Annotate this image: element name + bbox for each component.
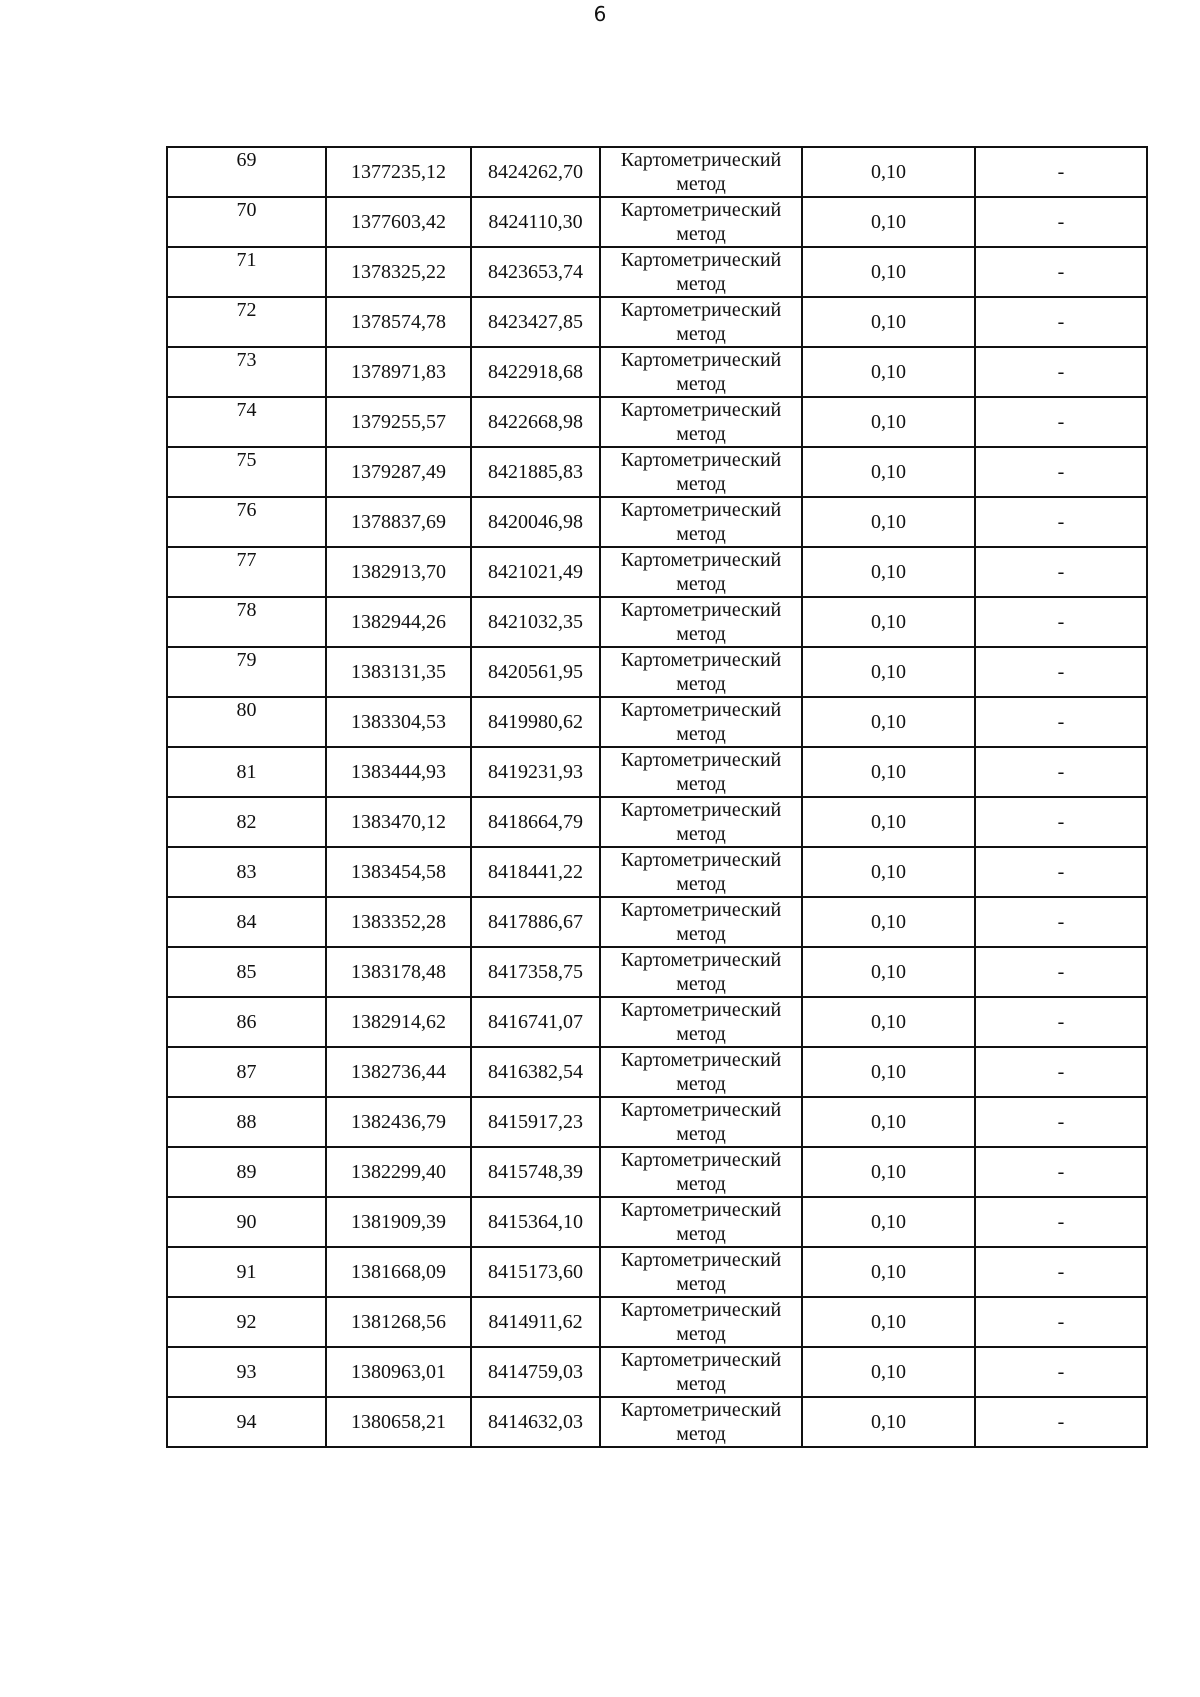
method-text-line1: Картометрический — [620, 1049, 782, 1071]
y-coordinate-cell: 8421021,49 — [471, 547, 600, 597]
accuracy-cell: 0,10 — [802, 1397, 975, 1447]
accuracy-cell: 0,10 — [802, 1297, 975, 1347]
method-cell — [600, 897, 802, 947]
point-number-cell: 82 — [167, 797, 326, 847]
accuracy-cell: 0,10 — [802, 597, 975, 647]
method-cell — [600, 147, 802, 197]
accuracy-cell: 0,10 — [802, 947, 975, 997]
method-text-line1: Картометрический — [620, 899, 782, 921]
method-text-line2: метод — [676, 473, 726, 495]
method-text-line2: метод — [676, 1123, 726, 1145]
accuracy-cell: 0,10 — [802, 1147, 975, 1197]
note-cell: - — [975, 297, 1147, 347]
method-text-line2: метод — [676, 623, 726, 645]
point-number-cell: 91 — [167, 1247, 326, 1297]
x-coordinate-cell: 1379255,57 — [326, 397, 471, 447]
accuracy-cell: 0,10 — [802, 1197, 975, 1247]
method-text-line2: метод — [676, 1273, 726, 1295]
accuracy-cell: 0,10 — [802, 347, 975, 397]
method-text-line1: Картометрический — [620, 199, 782, 221]
table-row — [167, 1397, 1147, 1447]
method-cell — [600, 247, 802, 297]
method-cell — [600, 797, 802, 847]
method-cell — [600, 297, 802, 347]
method-cell — [600, 1047, 802, 1097]
table-row — [167, 547, 1147, 597]
y-coordinate-cell: 8418664,79 — [471, 797, 600, 847]
point-number-cell: 78 — [167, 597, 326, 647]
y-coordinate-cell: 8422668,98 — [471, 397, 600, 447]
table-row — [167, 347, 1147, 397]
method-text-line1: Картометрический — [620, 799, 782, 821]
y-coordinate-cell: 8414911,62 — [471, 1297, 600, 1347]
x-coordinate-cell: 1377235,12 — [326, 147, 471, 197]
method-cell — [600, 1397, 802, 1447]
note-cell: - — [975, 247, 1147, 297]
x-coordinate-cell: 1382944,26 — [326, 597, 471, 647]
x-coordinate-cell: 1381909,39 — [326, 1197, 471, 1247]
method-text-line1: Картометрический — [620, 299, 782, 321]
x-coordinate-cell: 1378971,83 — [326, 347, 471, 397]
method-cell — [600, 1297, 802, 1347]
x-coordinate-cell: 1383178,48 — [326, 947, 471, 997]
coordinates-table-body — [167, 147, 1147, 1447]
note-cell: - — [975, 447, 1147, 497]
method-text-line2: метод — [676, 673, 726, 695]
y-coordinate-cell: 8415364,10 — [471, 1197, 600, 1247]
point-number-cell: 77 — [167, 547, 326, 597]
y-coordinate-cell: 8418441,22 — [471, 847, 600, 897]
x-coordinate-cell: 1382913,70 — [326, 547, 471, 597]
method-text-line1: Картометрический — [620, 599, 782, 621]
y-coordinate-cell: 8423427,85 — [471, 297, 600, 347]
method-cell — [600, 947, 802, 997]
note-cell: - — [975, 147, 1147, 197]
x-coordinate-cell: 1383352,28 — [326, 897, 471, 947]
x-coordinate-cell: 1382299,40 — [326, 1147, 471, 1197]
accuracy-cell: 0,10 — [802, 847, 975, 897]
note-cell: - — [975, 1297, 1147, 1347]
y-coordinate-cell: 8416382,54 — [471, 1047, 600, 1097]
table-row — [167, 647, 1147, 697]
table-row — [167, 247, 1147, 297]
method-text-line1: Картометрический — [620, 449, 782, 471]
accuracy-cell: 0,10 — [802, 397, 975, 447]
method-text-line1: Картометрический — [620, 1299, 782, 1321]
y-coordinate-cell: 8419231,93 — [471, 747, 600, 797]
x-coordinate-cell: 1378837,69 — [326, 497, 471, 547]
accuracy-cell: 0,10 — [802, 997, 975, 1047]
y-coordinate-cell: 8424262,70 — [471, 147, 600, 197]
accuracy-cell: 0,10 — [802, 197, 975, 247]
table-row — [167, 947, 1147, 997]
method-cell — [600, 1197, 802, 1247]
method-text-line2: метод — [676, 223, 726, 245]
x-coordinate-cell: 1383304,53 — [326, 697, 471, 747]
x-coordinate-cell: 1383131,35 — [326, 647, 471, 697]
y-coordinate-cell: 8414759,03 — [471, 1347, 600, 1397]
point-number-cell: 74 — [167, 397, 326, 447]
coordinates-table — [166, 146, 1148, 1448]
note-cell: - — [975, 1397, 1147, 1447]
point-number-cell: 93 — [167, 1347, 326, 1397]
method-cell — [600, 1247, 802, 1297]
x-coordinate-cell: 1379287,49 — [326, 447, 471, 497]
point-number-cell: 90 — [167, 1197, 326, 1247]
point-number-cell: 79 — [167, 647, 326, 697]
method-cell — [600, 447, 802, 497]
method-text-line1: Картометрический — [620, 849, 782, 871]
point-number-cell: 94 — [167, 1397, 326, 1447]
method-cell — [600, 697, 802, 747]
note-cell: - — [975, 647, 1147, 697]
table-row — [167, 1097, 1147, 1147]
accuracy-cell: 0,10 — [802, 897, 975, 947]
method-cell — [600, 1347, 802, 1397]
page-number: 6 — [593, 2, 607, 26]
table-row — [167, 447, 1147, 497]
accuracy-cell: 0,10 — [802, 147, 975, 197]
point-number-cell: 70 — [167, 197, 326, 247]
table-row — [167, 697, 1147, 747]
point-number-cell: 86 — [167, 997, 326, 1047]
table-row — [167, 1347, 1147, 1397]
table-row — [167, 597, 1147, 647]
accuracy-cell: 0,10 — [802, 247, 975, 297]
table-row — [167, 897, 1147, 947]
note-cell: - — [975, 547, 1147, 597]
method-text-line1: Картометрический — [620, 1199, 782, 1221]
y-coordinate-cell: 8415917,23 — [471, 1097, 600, 1147]
table-row — [167, 297, 1147, 347]
point-number-cell: 83 — [167, 847, 326, 897]
note-cell: - — [975, 1197, 1147, 1247]
note-cell: - — [975, 897, 1147, 947]
note-cell: - — [975, 347, 1147, 397]
method-text-line2: метод — [676, 823, 726, 845]
y-coordinate-cell: 8419980,62 — [471, 697, 600, 747]
note-cell: - — [975, 1047, 1147, 1097]
note-cell: - — [975, 1247, 1147, 1297]
method-text-line1: Картометрический — [620, 399, 782, 421]
method-text-line1: Картометрический — [620, 549, 782, 571]
point-number-cell: 69 — [167, 147, 326, 197]
method-text-line1: Картометрический — [620, 1349, 782, 1371]
accuracy-cell: 0,10 — [802, 1247, 975, 1297]
method-text-line2: метод — [676, 1423, 726, 1445]
y-coordinate-cell: 8420561,95 — [471, 647, 600, 697]
table-row — [167, 497, 1147, 547]
table-row — [167, 1197, 1147, 1247]
method-text-line2: метод — [676, 1023, 726, 1045]
y-coordinate-cell: 8421885,83 — [471, 447, 600, 497]
method-text-line2: метод — [676, 773, 726, 795]
method-text-line2: метод — [676, 1323, 726, 1345]
y-coordinate-cell: 8421032,35 — [471, 597, 600, 647]
method-cell — [600, 997, 802, 1047]
y-coordinate-cell: 8422918,68 — [471, 347, 600, 397]
x-coordinate-cell: 1381268,56 — [326, 1297, 471, 1347]
accuracy-cell: 0,10 — [802, 797, 975, 847]
x-coordinate-cell: 1383470,12 — [326, 797, 471, 847]
method-text-line1: Картометрический — [620, 1149, 782, 1171]
x-coordinate-cell: 1381668,09 — [326, 1247, 471, 1297]
x-coordinate-cell: 1382736,44 — [326, 1047, 471, 1097]
y-coordinate-cell: 8415748,39 — [471, 1147, 600, 1197]
y-coordinate-cell: 8420046,98 — [471, 497, 600, 547]
point-number-cell: 76 — [167, 497, 326, 547]
table-row — [167, 747, 1147, 797]
method-text-line2: метод — [676, 923, 726, 945]
accuracy-cell: 0,10 — [802, 1347, 975, 1397]
x-coordinate-cell: 1380963,01 — [326, 1347, 471, 1397]
method-text-line2: метод — [676, 323, 726, 345]
method-text-line2: метод — [676, 523, 726, 545]
table-row — [167, 797, 1147, 847]
table-row — [167, 397, 1147, 447]
table-row — [167, 1247, 1147, 1297]
method-cell — [600, 747, 802, 797]
accuracy-cell: 0,10 — [802, 647, 975, 697]
note-cell: - — [975, 497, 1147, 547]
method-cell — [600, 847, 802, 897]
note-cell: - — [975, 1347, 1147, 1397]
point-number-cell: 92 — [167, 1297, 326, 1347]
y-coordinate-cell: 8416741,07 — [471, 997, 600, 1047]
method-text-line2: метод — [676, 723, 726, 745]
table-row — [167, 997, 1147, 1047]
table-row — [167, 1297, 1147, 1347]
note-cell: - — [975, 947, 1147, 997]
table-row — [167, 147, 1147, 197]
method-cell — [600, 347, 802, 397]
accuracy-cell: 0,10 — [802, 1097, 975, 1147]
method-text-line1: Картометрический — [620, 749, 782, 771]
method-text-line1: Картометрический — [620, 649, 782, 671]
note-cell: - — [975, 747, 1147, 797]
x-coordinate-cell: 1383454,58 — [326, 847, 471, 897]
point-number-cell: 85 — [167, 947, 326, 997]
point-number-cell: 72 — [167, 297, 326, 347]
x-coordinate-cell: 1382436,79 — [326, 1097, 471, 1147]
point-number-cell: 84 — [167, 897, 326, 947]
accuracy-cell: 0,10 — [802, 447, 975, 497]
point-number-cell: 75 — [167, 447, 326, 497]
accuracy-cell: 0,10 — [802, 297, 975, 347]
method-text-line1: Картометрический — [620, 149, 782, 171]
accuracy-cell: 0,10 — [802, 1047, 975, 1097]
table-row — [167, 1047, 1147, 1097]
note-cell: - — [975, 1097, 1147, 1147]
method-text-line2: метод — [676, 1073, 726, 1095]
method-text-line2: метод — [676, 173, 726, 195]
x-coordinate-cell: 1377603,42 — [326, 197, 471, 247]
point-number-cell: 87 — [167, 1047, 326, 1097]
accuracy-cell: 0,10 — [802, 547, 975, 597]
note-cell: - — [975, 997, 1147, 1047]
accuracy-cell: 0,10 — [802, 497, 975, 547]
accuracy-cell: 0,10 — [802, 747, 975, 797]
point-number-cell: 81 — [167, 747, 326, 797]
y-coordinate-cell: 8414632,03 — [471, 1397, 600, 1447]
note-cell: - — [975, 797, 1147, 847]
y-coordinate-cell: 8423653,74 — [471, 247, 600, 297]
point-number-cell: 88 — [167, 1097, 326, 1147]
method-text-line1: Картометрический — [620, 499, 782, 521]
y-coordinate-cell: 8417886,67 — [471, 897, 600, 947]
x-coordinate-cell: 1382914,62 — [326, 997, 471, 1047]
point-number-cell: 89 — [167, 1147, 326, 1197]
method-text-line2: метод — [676, 873, 726, 895]
x-coordinate-cell: 1383444,93 — [326, 747, 471, 797]
x-coordinate-cell: 1378574,78 — [326, 297, 471, 347]
point-number-cell: 73 — [167, 347, 326, 397]
y-coordinate-cell: 8417358,75 — [471, 947, 600, 997]
method-text-line2: метод — [676, 973, 726, 995]
note-cell: - — [975, 1147, 1147, 1197]
method-text-line1: Картометрический — [620, 999, 782, 1021]
method-cell — [600, 497, 802, 547]
method-cell — [600, 597, 802, 647]
method-text-line1: Картометрический — [620, 949, 782, 971]
point-number-cell: 71 — [167, 247, 326, 297]
x-coordinate-cell: 1380658,21 — [326, 1397, 471, 1447]
point-number-cell: 80 — [167, 697, 326, 747]
y-coordinate-cell: 8415173,60 — [471, 1247, 600, 1297]
method-text-line2: метод — [676, 1373, 726, 1395]
note-cell: - — [975, 847, 1147, 897]
method-cell — [600, 1147, 802, 1197]
method-cell — [600, 547, 802, 597]
note-cell: - — [975, 597, 1147, 647]
x-coordinate-cell: 1378325,22 — [326, 247, 471, 297]
method-cell — [600, 197, 802, 247]
method-text-line2: метод — [676, 1173, 726, 1195]
method-text-line1: Картометрический — [620, 349, 782, 371]
method-cell — [600, 397, 802, 447]
method-text-line2: метод — [676, 423, 726, 445]
method-text-line2: метод — [676, 573, 726, 595]
method-text-line2: метод — [676, 273, 726, 295]
table-row — [167, 1147, 1147, 1197]
method-text-line2: метод — [676, 1223, 726, 1245]
method-text-line1: Картометрический — [620, 699, 782, 721]
note-cell: - — [975, 697, 1147, 747]
method-text-line2: метод — [676, 373, 726, 395]
y-coordinate-cell: 8424110,30 — [471, 197, 600, 247]
table-row — [167, 847, 1147, 897]
note-cell: - — [975, 397, 1147, 447]
method-text-line1: Картометрический — [620, 1399, 782, 1421]
method-text-line1: Картометрический — [620, 1099, 782, 1121]
method-cell — [600, 1097, 802, 1147]
note-cell: - — [975, 197, 1147, 247]
method-text-line1: Картометрический — [620, 249, 782, 271]
table-row — [167, 197, 1147, 247]
method-cell — [600, 647, 802, 697]
method-text-line1: Картометрический — [620, 1249, 782, 1271]
accuracy-cell: 0,10 — [802, 697, 975, 747]
